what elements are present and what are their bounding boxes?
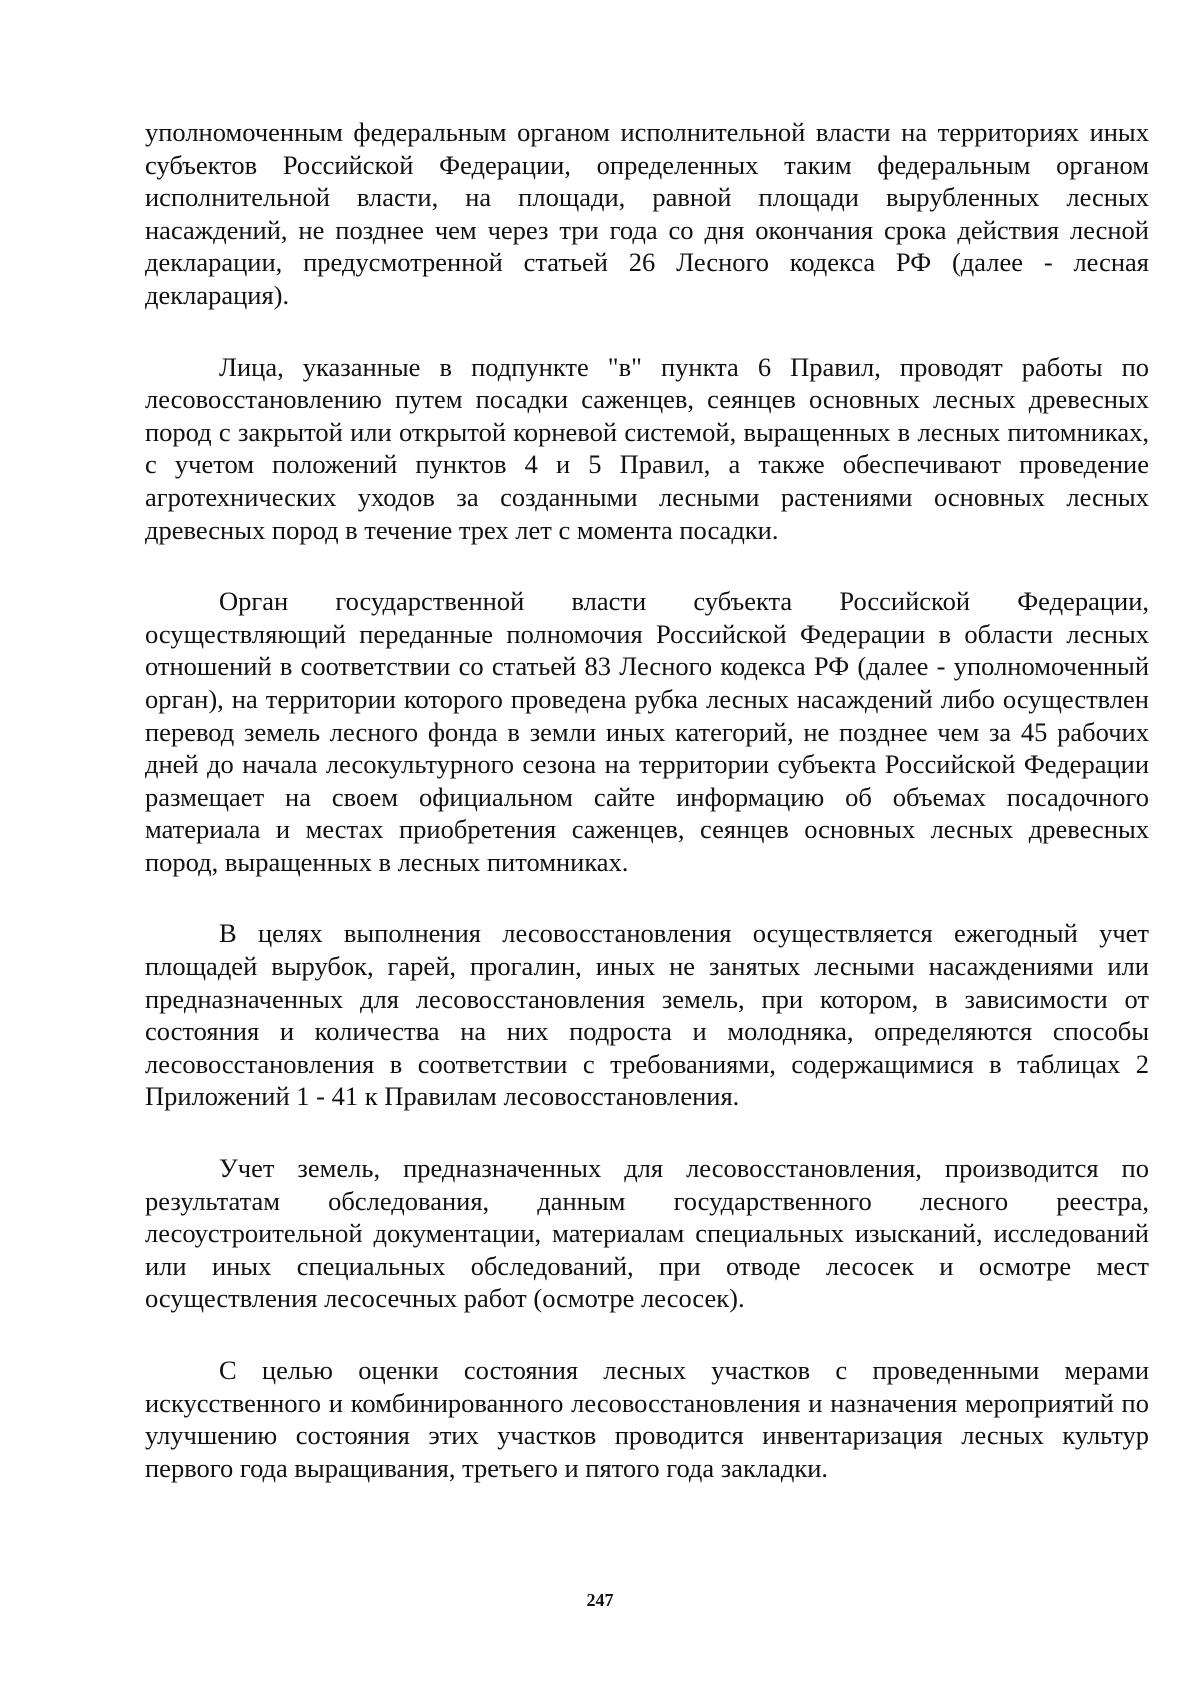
paragraph: Орган государственной власти субъекта Российской Федерации, осуществляющий переданные полномочия Российской Федерации в области лесных отношений в соответствии со статьей 83 Лесного кодекса РФ (далее - уполномоченный орган), на территории которого проведена рубка лесных насаждений либо осуществлен перевод земель лесного фонда в земли иных категорий, не позднее чем за 45 рабочих дней до начала лесокультурного сезона на территории субъекта Российской Федерации размещает на своем официальном сайте информацию об объемах посадочного материала и местах приобретения саженцев, сеянцев основных лесных древесных пород, выращенных в лесных питомниках.: [145, 586, 1149, 877]
document-body: [145, 116, 1149, 1523]
page-number: 247: [586, 1590, 614, 1610]
paragraph: В целях выполнения лесовосстановления осуществляется ежегодный учет площадей вырубок, гарей, прогалин, иных не занятых лесными насаждениями или предназначенных для лесовосстановления земель, при котором, в зависимости от состояния и количества на них подроста и молодняка, определяются способы лесовосстановления в соответствии с требованиями, содержащимися в таблицах 2 Приложений 1 - 41 к Правилам лесовосстановления.: [145, 918, 1149, 1112]
paragraph: Учет земель, предназначенных для лесовосстановления, производится по результатам обследования, данным государственного лесного реестра, лесоустроительной документации, материалам специальных изысканий, исследований или иных специальных обследований, при отводе лесосек и осмотре мест осуществления лесосечных работ (осмотре лесосек).: [145, 1153, 1149, 1314]
paragraph: Лица, указанные в подпункте "в" пункта 6 Правил, проводят работы по лесовосстановлению путем посадки саженцев, сеянцев основных лесных древесных пород с закрытой или открытой корневой системой, выращенных в лесных питомниках, с учетом положений пунктов 4 и 5 Правил, а также обеспечивают проведение агротехнических уходов за созданными лесными растениями основных лесных древесных пород в течение трех лет с момента посадки.: [145, 351, 1149, 545]
paragraph-continuation: уполномоченным федеральным органом исполнительной власти на территориях иных субъектов Российской Федерации, определенных таким федеральным органом исполнительной власти, на площади, равной площади вырубленных лесных насаждений, не позднее чем через три года со дня окончания срока действия лесной декларации, предусмотренной статьей 26 Лесного кодекса РФ (далее - лесная декларация).: [145, 117, 1149, 310]
paragraph: С целью оценки состояния лесных участков с проведенными мерами искусственного и комбинированного лесовосстановления и назначения мероприятий по улучшению состояния этих участков проводится инвентаризация лесных культур первого года выращивания, третьего и пятого года закладки.: [145, 1355, 1149, 1483]
